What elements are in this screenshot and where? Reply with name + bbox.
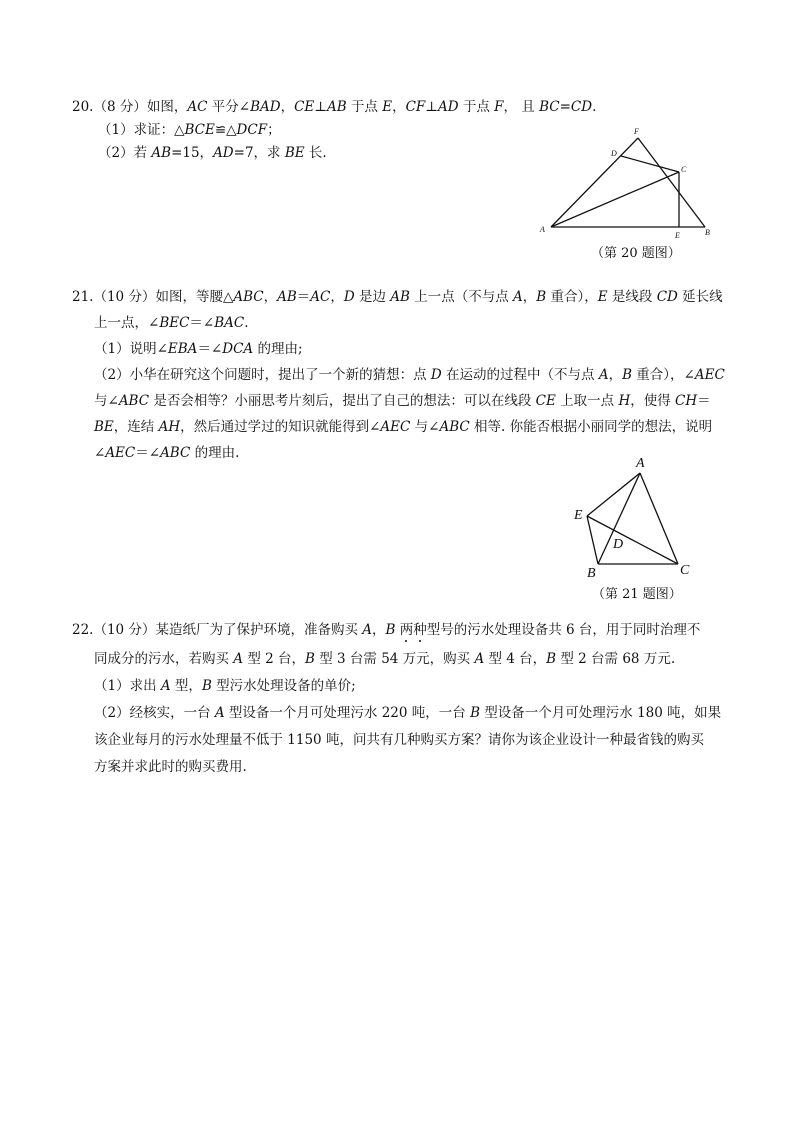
- segment-EB: [587, 516, 598, 564]
- q22-part1: （1）求出 A 型，B 型污水处理设备的单价;: [94, 678, 356, 694]
- q21-part2-line2: 与∠ABC 是否会相等？小丽思考片刻后，提出了自己的想法：可以在线段 CE 上取一点 H，使得 CH＝: [94, 393, 711, 409]
- label-E: E: [574, 508, 583, 523]
- q22-part2-line1: （2）经核实，一台 A 型设备一个月可处理污水 220 吨，一台 B 型设备一个月可处理污水 180 吨，如果: [94, 705, 722, 721]
- label-C: C: [681, 165, 687, 174]
- segment-AC: [640, 473, 678, 564]
- q22-stem-line2: 同成分的污水，若购买 A 型 2 台，B 型 3 台需 54 万元，购买 A 型 4 台，B 型 2 台需 68 万元.: [94, 651, 676, 667]
- q21-caption: （第 21 题图）: [592, 587, 682, 602]
- q22-part2-line2: 该企业每月的污水处理量不低于 1150 吨，问共有几种购买方案？请你为该企业设计一种最省钱的购买: [94, 732, 704, 748]
- q22-part2-line3: 方案并求此时的购买费用.: [94, 759, 247, 775]
- q21-part2-line1: （2）小华在研究这个问题时，提出了一个新的猜想：点 D 在运动的过程中（不与点 A，B 重合），∠AEC: [94, 367, 725, 383]
- q20-caption: （第 20 题图）: [591, 246, 681, 261]
- label-B: B: [705, 228, 710, 237]
- label-B: B: [587, 566, 596, 581]
- label-C: C: [680, 563, 690, 578]
- q22-stem-line1: 22.（10 分）某造纸厂为了保护环境，准备购买 A，B 两种型号的污水处理设备共 6 台，用于同时治理不: [72, 622, 701, 638]
- q21-part1: （1）说明∠EBA＝∠DCA 的理由;: [94, 341, 303, 357]
- label-F: F: [634, 127, 639, 136]
- label-D: D: [613, 537, 624, 552]
- q20-part1: （1）求证：△BCE≌△DCF；: [98, 122, 281, 138]
- q21-part2-line3: BE，连结 AH，然后通过学过的知识就能得到∠AEC 与∠ABC 相等. 你能否根据小丽同学的想法，说明: [94, 419, 713, 435]
- q21-stem-line2: 上一点，∠BEC＝∠BAC.: [94, 315, 249, 331]
- label-A: A: [636, 456, 645, 471]
- q20-stem: 20.（8 分）如图，AC 平分∠BAD，CE⊥AB 于点 E，CF⊥AD 于点 F， 且 BC=CD.: [72, 99, 597, 115]
- label-D: D: [611, 149, 617, 158]
- q21-part2-line4: ∠AEC＝∠ABC 的理由.: [94, 445, 240, 461]
- label-A: A: [540, 225, 545, 234]
- label-E: E: [675, 231, 680, 240]
- q20-part2: （2）若 AB=15，AD=7，求 BE 长.: [98, 145, 327, 161]
- q21-stem-line1: 21.（10 分）如图，等腰△ABC，AB＝AC，D 是边 AB 上一点（不与点 A，B 重合），E 是线段 CD 延长线: [72, 289, 723, 305]
- segment-EA: [587, 473, 640, 516]
